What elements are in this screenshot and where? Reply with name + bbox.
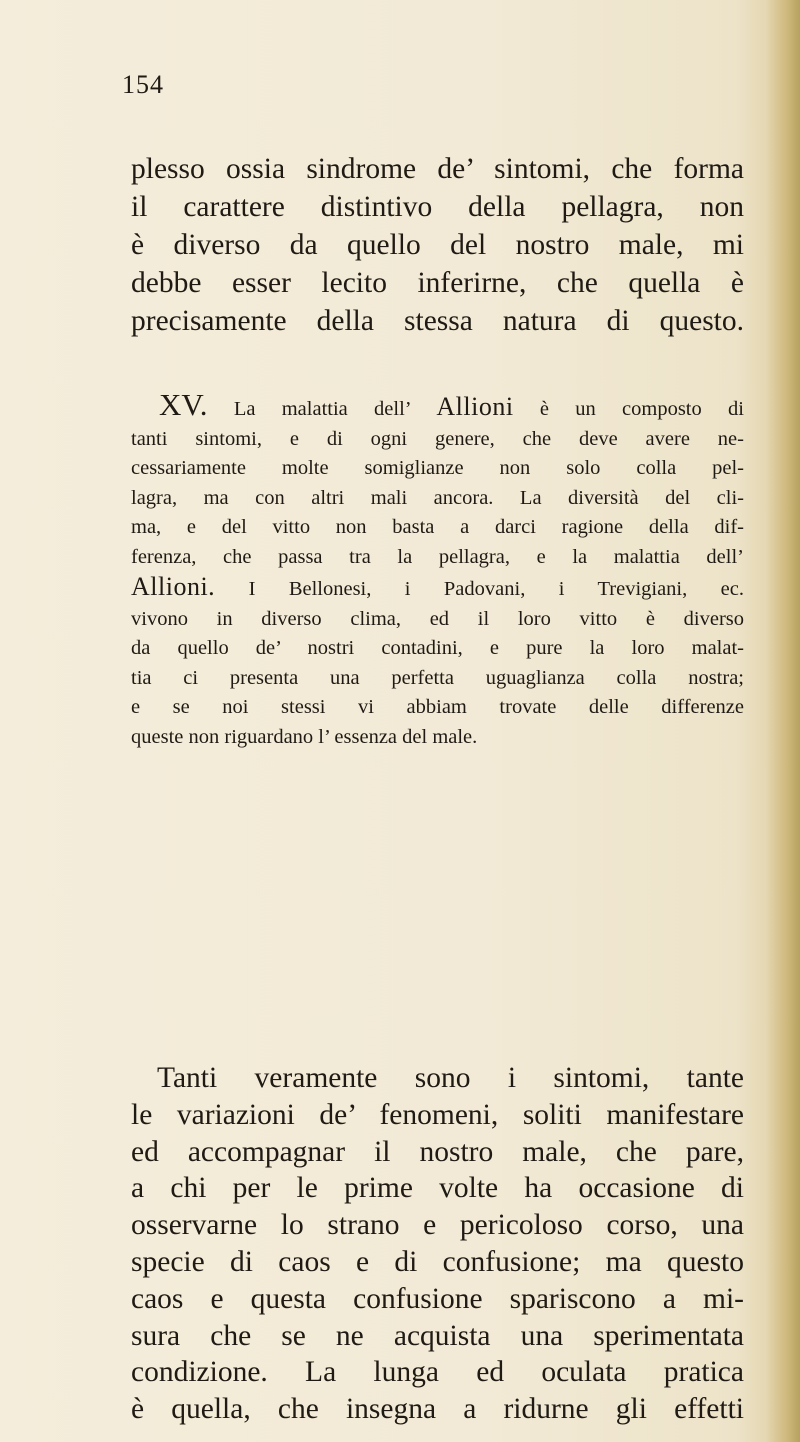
text-run: La malattia dell’ xyxy=(207,398,437,420)
section-number: XV. xyxy=(159,387,208,422)
text-line: ma, e del vitto non basta a darci ragione della dif- xyxy=(131,516,744,538)
text-line xyxy=(131,387,744,425)
text-line: le variazioni de’ fenomeni, soliti manifestare xyxy=(131,1098,744,1131)
author-name: Allioni. xyxy=(131,572,216,601)
author-name: Allioni xyxy=(436,392,514,421)
text-line: plesso ossia sindrome de’ sintomi, che forma xyxy=(131,153,744,185)
text-line: queste non riguardano l’ essenza del male. xyxy=(131,725,478,748)
text-line: vivono in diverso clima, ed il loro vitto è diverso xyxy=(131,607,744,630)
text-line: precisamente della stessa natura di questo. xyxy=(131,305,744,337)
text-line: e se noi stessi vi abbiam trovate delle differenze xyxy=(131,696,744,718)
text-line: Tanti veramente sono i sintomi, tante xyxy=(157,1062,744,1094)
text-line: caos e questa confusione spariscono a mi- xyxy=(131,1282,744,1315)
text-line xyxy=(131,572,744,605)
paragraph-3 xyxy=(131,1060,744,1428)
text-line: da quello de’ nostri contadini, e pure la loro malat- xyxy=(131,637,744,659)
text-line: tanti sintomi, e di ogni genere, che deve avere ne- xyxy=(131,427,744,450)
text-line: lagra, ma con altri mali ancora. La diversità del cli- xyxy=(131,486,744,509)
page-edge-shadow xyxy=(766,0,800,1442)
text-line: il carattere distintivo della pellagra, non xyxy=(131,191,744,223)
section-xv-paragraph xyxy=(131,387,744,752)
text-line: specie di caos e di confusione; ma questo xyxy=(131,1245,744,1278)
text-line: è diverso da quello del nostro male, mi xyxy=(131,229,744,261)
text-line: ed accompagnar il nostro male, che pare, xyxy=(131,1135,744,1168)
text-line: ferenza, che passa tra la pellagra, e la malattia dell’ xyxy=(131,545,744,568)
paragraph-1 xyxy=(131,150,744,340)
text-line: cessariamente molte somiglianze non solo colla pel- xyxy=(131,457,744,479)
text-run: è un composto di xyxy=(513,398,744,420)
text-line: debbe esser lecito inferirne, che quella è xyxy=(131,267,744,299)
text-line: è quella, che insegna a ridurne gli effetti xyxy=(131,1393,744,1426)
text-line: tia ci presenta una perfetta uguaglianza colla nostra; xyxy=(131,666,744,689)
text-line: sura che se ne acquista una sperimentata xyxy=(131,1319,744,1352)
text-run: I Bellonesi, i Padovani, i Trevigiani, ec. xyxy=(215,578,744,600)
text-line: condizione. La lunga ed oculata pratica xyxy=(131,1356,744,1389)
text-line: a chi per le prime volte ha occasione di xyxy=(131,1172,744,1205)
text-line: osservarne lo strano e pericoloso corso, una xyxy=(131,1209,744,1242)
page-number: 154 xyxy=(122,70,164,99)
